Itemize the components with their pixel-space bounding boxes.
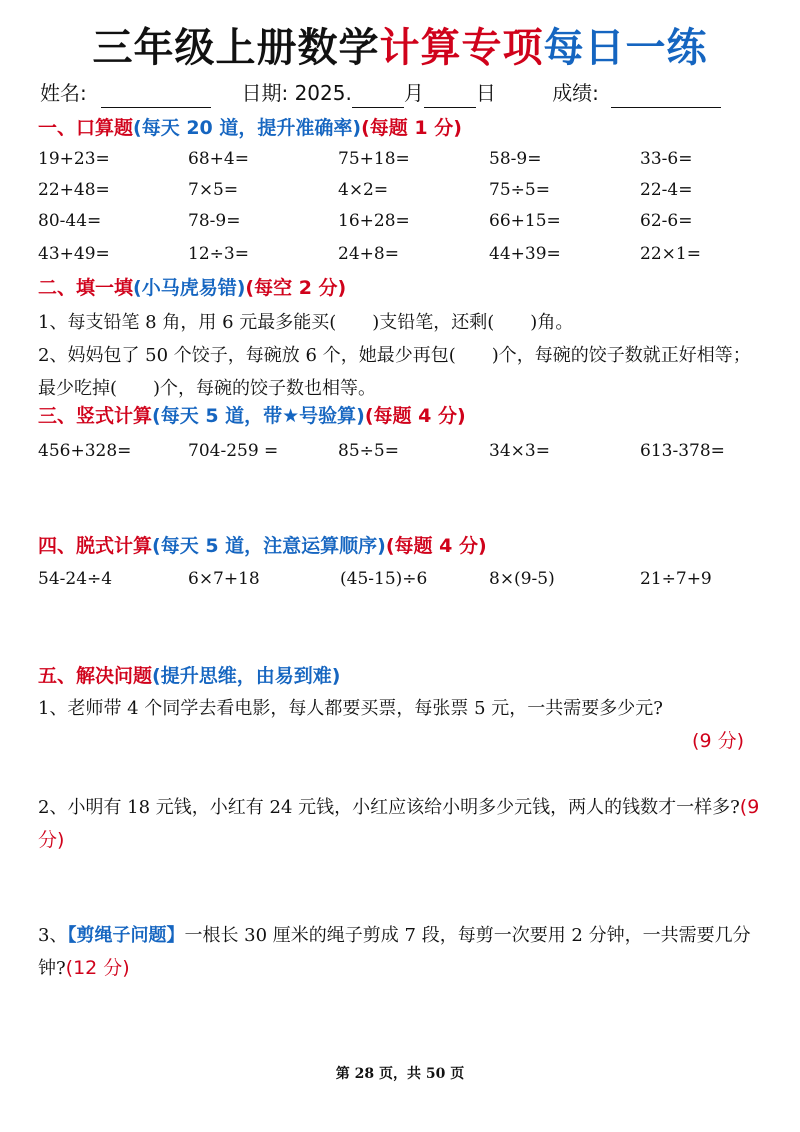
- oral-item: 33-6=: [640, 149, 693, 169]
- fill-question-1: 1、每支铅笔 8 角，用 6 元最多能买( )支铅笔，还剩( )角。: [38, 312, 574, 333]
- problem-2-score: (9 分): [38, 796, 760, 851]
- date-label: 日期: 2025.: [241, 81, 352, 105]
- title-part-3: 每日一练: [543, 25, 708, 71]
- oral-item: 7×5=: [188, 180, 239, 200]
- problem-3-text: 一根长 30 厘米的绳子剪成 7 段，每剪一次要用 2 分钟，一共需要几分钟?: [38, 925, 751, 979]
- oral-item: 75+18=: [338, 149, 410, 169]
- month-label: 月: [403, 81, 424, 105]
- oral-item: 66+15=: [489, 211, 561, 231]
- oral-grid: [38, 146, 762, 266]
- stepwise-calc-row: [38, 566, 762, 594]
- problem-2: [38, 791, 768, 857]
- section-4-title: 四、脱式计算: [38, 535, 153, 557]
- vertical-item: 456+328=: [38, 441, 132, 461]
- oral-item: 68+4=: [188, 149, 249, 169]
- stepwise-item: 21÷7+9: [640, 569, 712, 589]
- problem-1-score-line: [0, 726, 744, 753]
- section-3-title: 三、竖式计算: [38, 405, 153, 427]
- page-title: [0, 22, 800, 74]
- stepwise-item: 8×(9-5): [489, 569, 555, 589]
- vertical-item: 704-259 =: [188, 441, 279, 461]
- problem-1-text: 1、老师带 4 个同学去看电影，每人都要买票，每张票 5 元，一共需要多少元?: [38, 698, 663, 719]
- problem-1: [38, 692, 768, 725]
- oral-item: 80-44=: [38, 211, 102, 231]
- oral-item: 22-4=: [640, 180, 693, 200]
- section-4-points: (每题 4 分): [385, 535, 487, 557]
- section-1-points: (每题 1 分): [361, 117, 462, 139]
- name-blank[interactable]: [101, 85, 211, 108]
- problem-3: [38, 919, 768, 985]
- oral-item: 22+48=: [38, 180, 110, 200]
- vertical-item: 34×3=: [489, 441, 550, 461]
- oral-item: 75÷5=: [489, 180, 550, 200]
- oral-item: 43+49=: [38, 244, 110, 264]
- section-4-note: (每天 5 道，注意运算顺序): [152, 535, 386, 557]
- section-5-heading: [38, 662, 340, 690]
- vertical-item: 613-378=: [640, 441, 725, 461]
- stepwise-item: 6×7+18: [188, 569, 260, 589]
- section-3-heading: [38, 402, 466, 430]
- oral-item: 44+39=: [489, 244, 561, 264]
- section-1-title: 一、口算题: [38, 117, 134, 139]
- oral-item: 22×1=: [640, 244, 701, 264]
- section-2-points: (每空 2 分): [245, 277, 347, 299]
- oral-item: 12÷3=: [188, 244, 249, 264]
- problem-3-score: (12 分): [65, 957, 130, 979]
- oral-item: 62-6=: [640, 211, 693, 231]
- oral-item: 4×2=: [338, 180, 389, 200]
- section-3-note: (每天 5 道，带★号验算): [152, 405, 365, 427]
- oral-item: 78-9=: [188, 211, 241, 231]
- title-part-1: 三年级上册数学: [92, 25, 380, 71]
- section-3-points: (每题 4 分): [364, 405, 466, 427]
- day-label: 日: [475, 81, 496, 105]
- oral-item: 16+28=: [338, 211, 410, 231]
- problem-3-prefix: 3、: [38, 925, 68, 946]
- month-blank[interactable]: [352, 85, 404, 108]
- name-label: 姓名:: [40, 81, 87, 105]
- section-5-title: 五、解决问题: [38, 665, 153, 687]
- oral-item: 58-9=: [489, 149, 542, 169]
- problem-3-tag: 【剪绳子问题】: [67, 925, 185, 946]
- oral-item: 24+8=: [338, 244, 399, 264]
- student-info-row: [40, 78, 760, 108]
- score-blank[interactable]: [611, 85, 721, 108]
- stepwise-item: 54-24÷4: [38, 569, 113, 589]
- page-number: 第 28 页，共 50 页: [335, 1066, 465, 1082]
- section-2-title: 二、填一填: [38, 277, 134, 299]
- oral-item: 19+23=: [38, 149, 110, 169]
- score-label: 成绩:: [552, 81, 599, 105]
- problem-1-score: (9 分): [692, 730, 744, 752]
- vertical-calc-row: [38, 438, 762, 466]
- section-4-heading: [38, 532, 487, 560]
- section-1-note: (每天 20 道，提升准确率): [133, 117, 362, 139]
- section-2-heading: [38, 274, 346, 302]
- title-part-2: 计算专项: [379, 25, 544, 71]
- section-5-note: (提升思维，由易到难): [152, 665, 341, 687]
- fill-question-2: 2、妈妈包了 50 个饺子，每碗放 6 个，她最少再包( )个，每碗的饺子数就正好相等；最少吃掉( )个，每碗的饺子数也相等。: [38, 345, 751, 399]
- stepwise-item: (45-15)÷6: [340, 569, 428, 589]
- problem-2-text: 2、小明有 18 元钱，小红有 24 元钱，小红应该给小明多少元钱，两人的钱数才一样多?: [38, 797, 740, 818]
- section-2-note: (小马虎易错): [133, 277, 246, 299]
- vertical-item: 85÷5=: [338, 441, 399, 461]
- section-1-heading: [38, 114, 462, 142]
- day-blank[interactable]: [424, 85, 476, 108]
